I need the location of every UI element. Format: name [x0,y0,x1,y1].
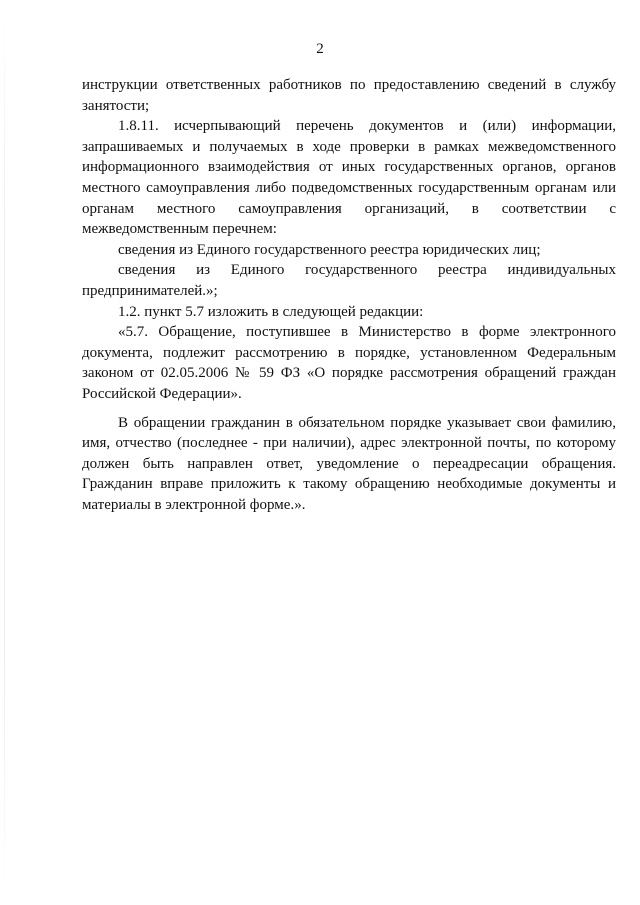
paragraph-egrip: сведения из Единого государственного реестра индивидуальных предпринимателей.»; [82,262,616,299]
paragraph-egrul: сведения из Единого государственного реестра юридических лиц; [118,241,541,258]
paragraph-citizen-request: В обращении гражданин в обязательном порядке указывает свои фамилию, имя, отчество (последнее - при наличии), адрес электронной почты, по которому должен быть направлен ответ, уведомление о переадресации обращения. Гражданин вправе приложить к такому обращению необходимые документы и материалы в электронной форме.». [82,414,616,513]
page-number: 2 [316,41,324,57]
paragraph-5-7: «5.7. Обращение, поступившее в Министерство в форме электронного документа, подлежит рассмотрению в порядке, установленном Федеральным законом от 02.05.2006 № 59 ФЗ «О порядке рассмотрения обращений граждан Российской Федерации». [82,324,616,402]
paragraph-1-8-11: 1.8.11. исчерпывающий перечень документов и (или) информации, запрашиваемых и получаемых в ходе проверки в рамках межведомственного информационного взаимодействия от иных государственных органов, органов местного самоуправления либо подведомственных государственным органам или органам местного самоуправления организаций, в соответствии с межведомственным перечнем: [82,118,616,238]
paragraph-continuation: инструкции ответственных работников по предоставлению сведений в службу занятости; [82,77,616,114]
document-body [82,75,616,515]
scan-edge [4,0,5,905]
paragraph-1-2: 1.2. пункт 5.7 изложить в следующей редакции: [118,303,424,320]
